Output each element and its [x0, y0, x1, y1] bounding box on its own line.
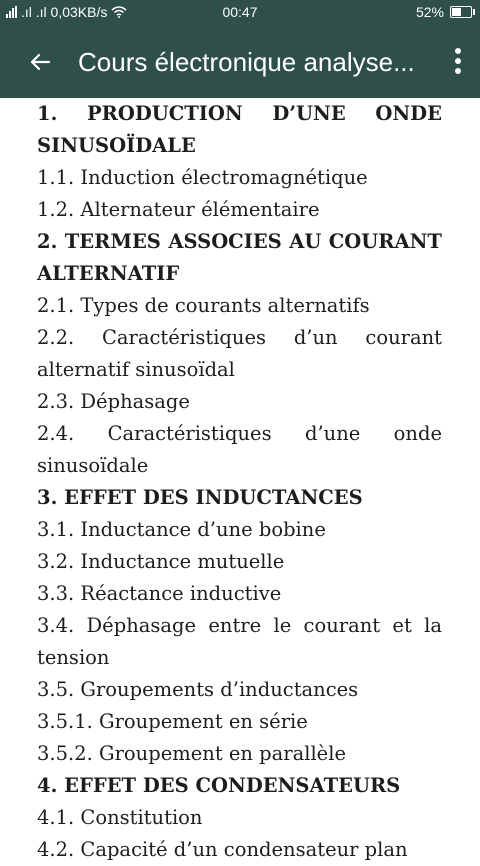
more-vert-icon	[455, 48, 461, 54]
toc-item-cont[interactable]: sinusoïdale	[37, 454, 149, 477]
toc-item[interactable]: 4.2. Capacité d’un condensateur plan	[37, 838, 408, 861]
toc-heading-1-cont[interactable]: SINUSOÏDALE	[37, 134, 196, 157]
toc-item[interactable]: 3.5.1. Groupement en série	[37, 710, 308, 733]
battery-percent: 52%	[415, 4, 444, 20]
more-options-button[interactable]	[454, 48, 462, 74]
toc-item[interactable]: 2.1. Types de courants alternatifs	[37, 294, 370, 317]
toc-item[interactable]: 2.2. Caractéristiques d’un courant	[37, 326, 442, 349]
document-content	[0, 98, 480, 866]
status-bar	[0, 0, 480, 26]
back-button[interactable]	[12, 34, 68, 90]
toc-item-cont[interactable]: tension	[37, 646, 110, 669]
toc-item[interactable]: 1.2. Alternateur élémentaire	[37, 198, 320, 221]
toc-item[interactable]: 3.4. Déphasage entre le courant et la	[37, 614, 442, 637]
toc-item[interactable]: 2.4. Caractéristiques d’une onde	[37, 422, 442, 445]
toc-item[interactable]: 1.1. Induction électromagnétique	[37, 166, 368, 189]
status-right	[416, 4, 472, 20]
toc-item[interactable]: 4.1. Constitution	[37, 806, 203, 829]
arrow-left-icon	[28, 50, 52, 74]
clock: 00:47	[222, 4, 258, 20]
app-bar	[0, 26, 480, 98]
toc-item[interactable]: 3.5.2. Groupement en parallèle	[37, 742, 347, 765]
battery-icon	[450, 6, 472, 18]
toc-item[interactable]: 3.5. Groupements d’inductances	[37, 678, 359, 701]
toc-heading-2[interactable]: 2. TERMES ASSOCIES AU COURANT	[37, 230, 442, 253]
toc-heading-3[interactable]: 3. EFFET DES INDUCTANCES	[37, 486, 363, 509]
document-title: Cours électronique analyse...	[78, 46, 415, 77]
toc-heading-1[interactable]: 1. PRODUCTION D’UNE ONDE	[37, 102, 442, 125]
toc-item[interactable]: 2.3. Déphasage	[37, 390, 190, 413]
network-speed: .ıl .ıl 0,03KB/s	[21, 4, 108, 20]
toc-heading-2-cont[interactable]: ALTERNATIF	[37, 262, 180, 285]
toc-item[interactable]: 3.1. Inductance d’une bobine	[37, 518, 326, 541]
toc-item[interactable]: 3.2. Inductance mutuelle	[37, 550, 285, 573]
toc-heading-4[interactable]: 4. EFFET DES CONDENSATEURS	[37, 774, 401, 797]
toc-item-cont[interactable]: alternatif sinusoïdal	[37, 358, 235, 381]
toc-item[interactable]: 3.3. Réactance inductive	[37, 582, 282, 605]
